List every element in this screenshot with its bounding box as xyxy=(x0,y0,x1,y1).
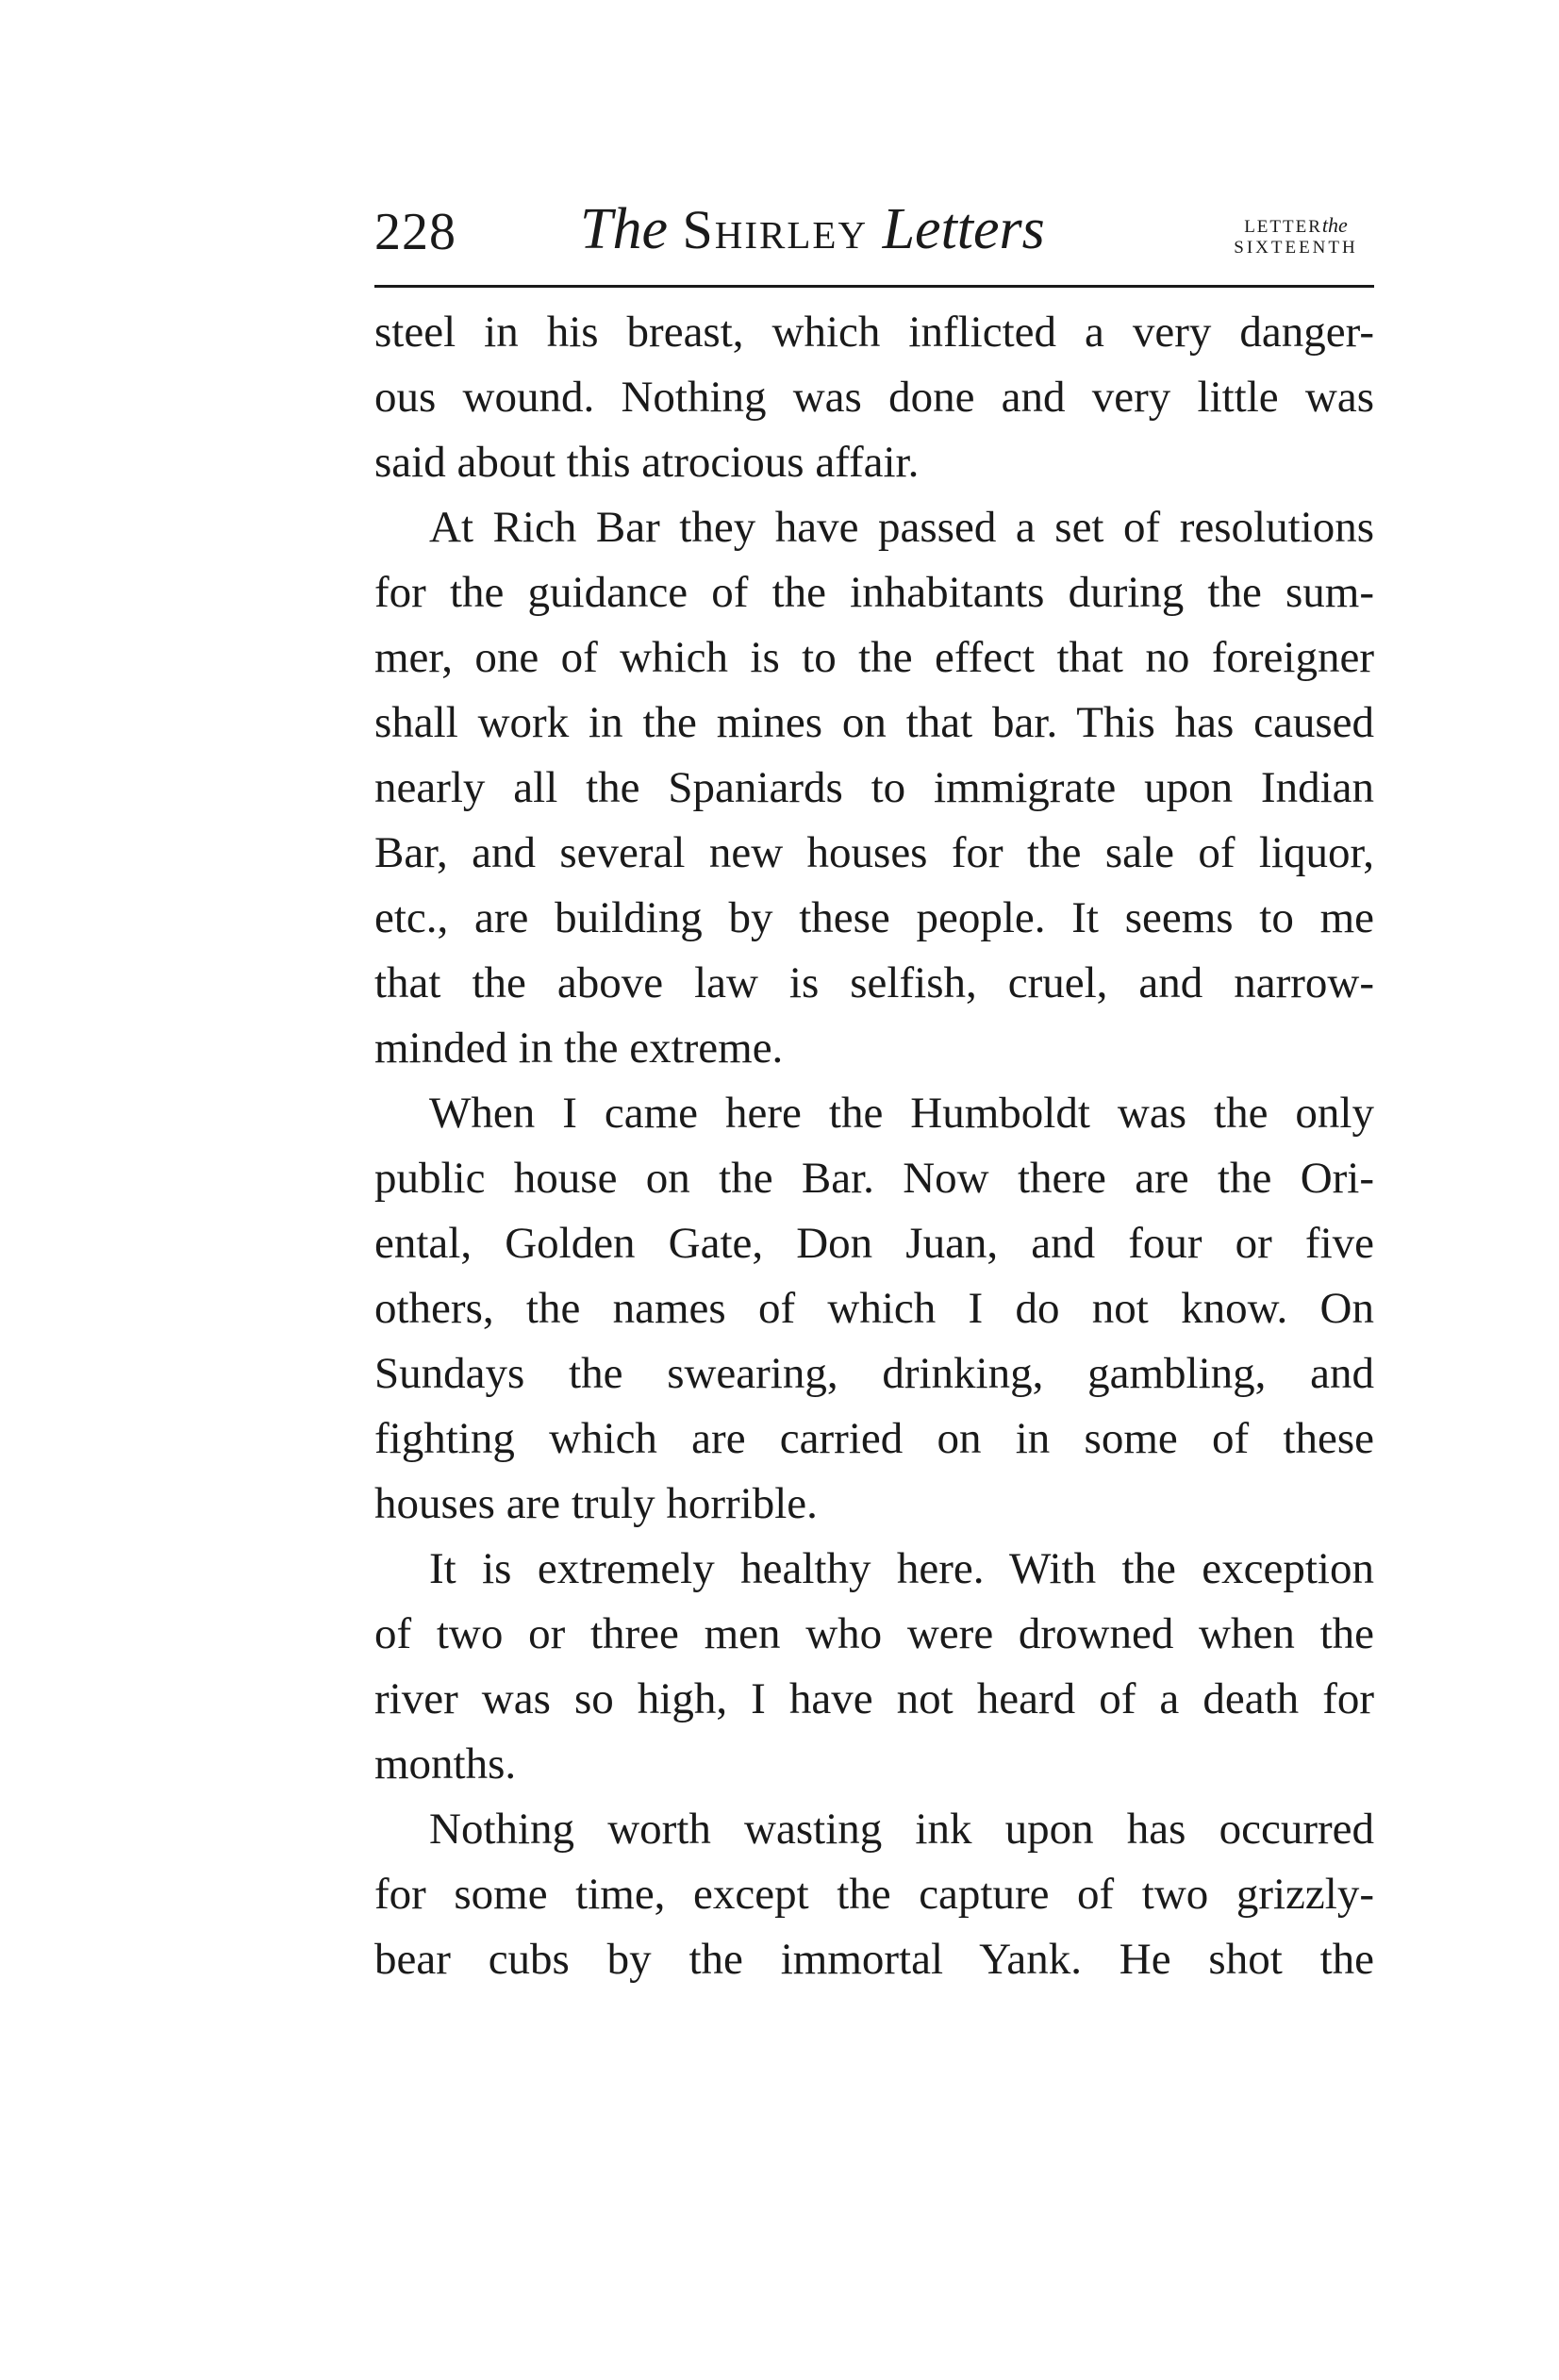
text-line: houses are truly horrible. xyxy=(374,1479,818,1528)
text-line: that the above law is selfish, cruel, and narrow- xyxy=(374,958,1374,1007)
text-line: minded in the extreme. xyxy=(374,1024,784,1073)
book-title-shirley: Shirley xyxy=(682,199,869,260)
text-line: others, the names of which I do not know. On xyxy=(374,1284,1374,1333)
text-line: Bar, and several new houses for the sale of liquor, xyxy=(374,828,1374,877)
text-line: shall work in the mines on that bar. This has caused xyxy=(374,698,1374,747)
text-line: river was so high, I have not heard of a death for xyxy=(374,1674,1374,1723)
section-label-the: the xyxy=(1321,213,1348,237)
text-line: bear cubs by the immortal Yank. He shot the xyxy=(374,1935,1374,1984)
section-label xyxy=(1225,215,1367,258)
body-text xyxy=(374,300,1374,1992)
text-line: public house on the Bar. Now there are the Ori- xyxy=(374,1154,1374,1203)
text-line: ous wound. Nothing was done and very little was xyxy=(374,373,1374,422)
text-line: Nothing worth wasting ink upon has occurred xyxy=(429,1805,1374,1854)
text-line: of two or three men who were drowned when the xyxy=(374,1609,1374,1658)
text-line: Sundays the swearing, drinking, gambling, and xyxy=(374,1349,1374,1398)
text-line: steel in his breast, which inflicted a very danger- xyxy=(374,308,1374,357)
text-line: It is extremely healthy here. With the exception xyxy=(429,1544,1374,1593)
book-title-letters: Letters xyxy=(882,197,1045,261)
text-line: etc., are building by these people. It seems to me xyxy=(374,893,1374,942)
header-rule xyxy=(374,285,1374,288)
book-title xyxy=(580,196,1045,263)
text-line: mer, one of which is to the effect that no foreigner xyxy=(374,633,1374,682)
text-line: for some time, except the capture of two grizzly- xyxy=(374,1870,1374,1919)
section-label-sixteenth: SIXTEENTH xyxy=(1234,238,1358,258)
text-line: months. xyxy=(374,1739,517,1789)
section-label-letter: LETTER xyxy=(1244,217,1322,237)
book-title-the: The xyxy=(580,197,668,261)
text-line: for the guidance of the inhabitants during the sum- xyxy=(374,568,1374,617)
text-line: nearly all the Spaniards to immigrate upon Indian xyxy=(374,763,1374,812)
page-number: 228 xyxy=(374,203,456,261)
text-line: When I came here the Humboldt was the only xyxy=(429,1089,1374,1138)
text-line: fighting which are carried on in some of these xyxy=(374,1414,1374,1463)
text-line: said about this atrocious affair. xyxy=(374,438,920,487)
text-line: ental, Golden Gate, Don Juan, and four or five xyxy=(374,1219,1374,1268)
text-line: At Rich Bar they have passed a set of resolutions xyxy=(429,503,1374,552)
running-head xyxy=(374,196,1374,272)
